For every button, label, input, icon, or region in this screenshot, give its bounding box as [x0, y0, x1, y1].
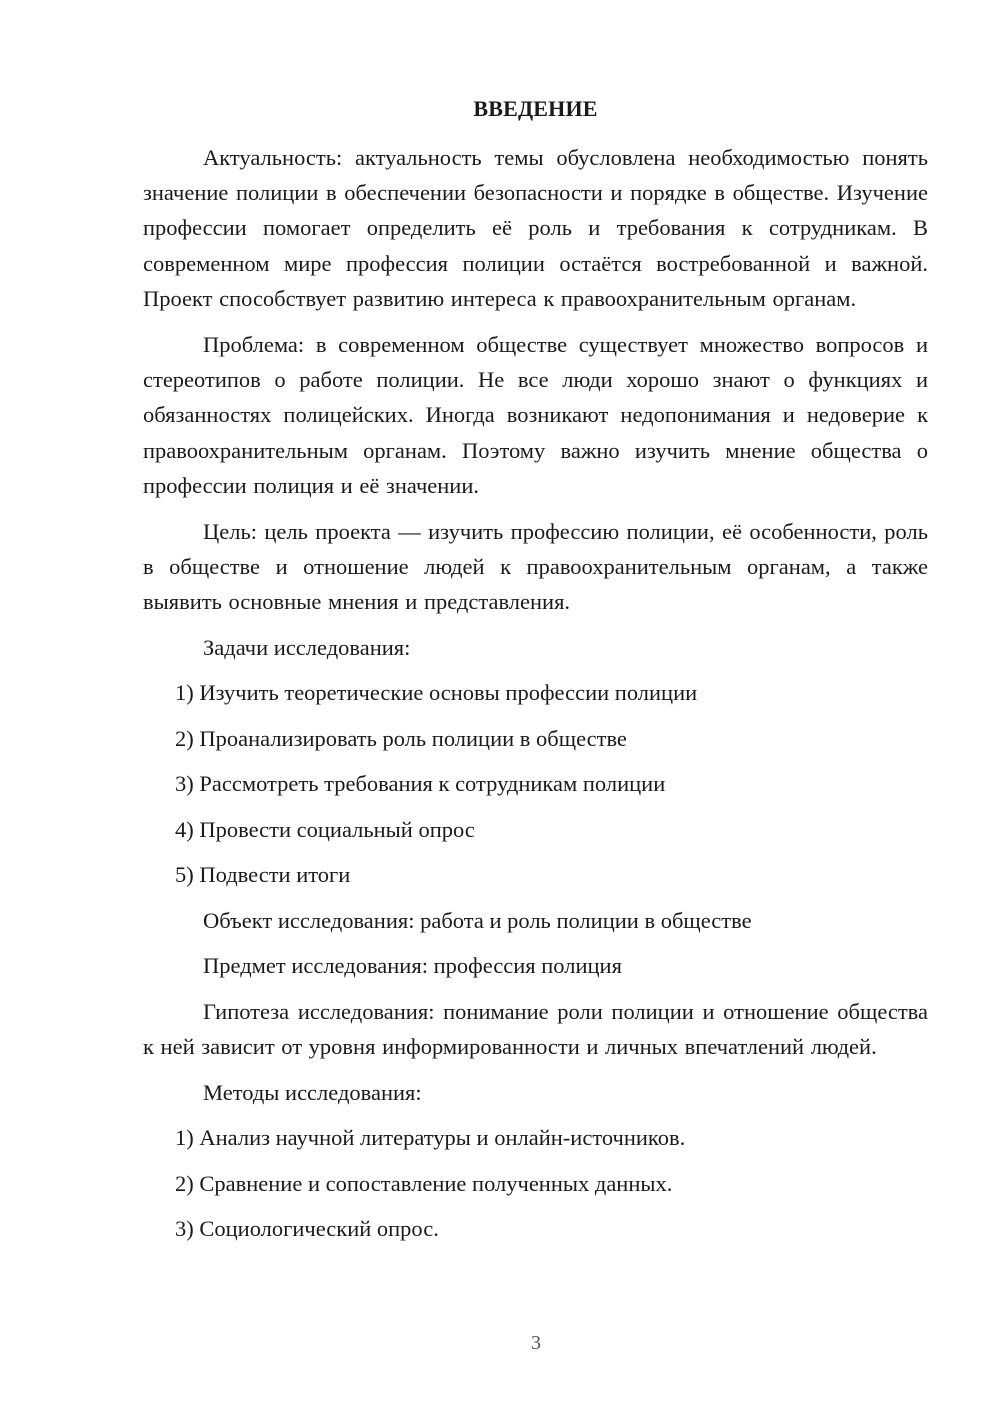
task-item: 4) Провести социальный опрос: [175, 816, 475, 842]
problem-paragraph: Проблема: в современном обществе существует множество вопросов и стереотипов о работе полиции. Не все люди хорошо знают о функциях и обязанностях полицейских. Иногда возникают недопонимания и недоверие к правоохранительным органам. Поэтому важно изучить мнение общества о профессии полиция и её значении.: [143, 332, 928, 498]
method-item: 2) Сравнение и сопоставление полученных данных.: [175, 1170, 673, 1196]
hypothesis-paragraph: Гипотеза исследования: понимание роли полиции и отношение общества к ней зависит от уровня информированности и личных впечатлений людей.: [143, 998, 928, 1060]
page-title: ВВЕДЕНИЕ: [473, 96, 598, 121]
method-item: 1) Анализ научной литературы и онлайн-источников.: [175, 1125, 686, 1151]
subject-paragraph: Предмет исследования: профессия полиция: [203, 953, 622, 979]
document-page: [143, 92, 928, 1246]
task-item: 3) Рассмотреть требования к сотрудникам полиции: [175, 771, 666, 797]
object-paragraph: Объект исследования: работа и роль полиции в обществе: [203, 907, 752, 933]
methods-heading: Методы исследования:: [203, 1079, 422, 1105]
task-item: 5) Подвести итоги: [175, 862, 351, 888]
tasks-heading: Задачи исследования:: [203, 634, 411, 660]
method-item: 3) Социологический опрос.: [175, 1216, 439, 1242]
page-number: 3: [531, 1332, 541, 1354]
relevance-paragraph: Актуальность: актуальность темы обусловлена необходимостью понять значение полиции в обеспечении безопасности и порядке в обществе. Изучение профессии помогает определить её роль и требования к сотрудникам. В современном мире профессия полиции остаётся востребованной и важной. Проект способствует развитию интереса к правоохранительным органам.: [143, 145, 928, 311]
task-item: 2) Проанализировать роль полиции в обществе: [175, 725, 627, 751]
goal-paragraph: Цель: цель проекта — изучить профессию полиции, её особенности, роль в обществе и отношение людей к правоохранительным органам, а также выявить основные мнения и представления.: [143, 519, 928, 615]
task-item: 1) Изучить теоретические основы профессии полиции: [175, 680, 698, 706]
